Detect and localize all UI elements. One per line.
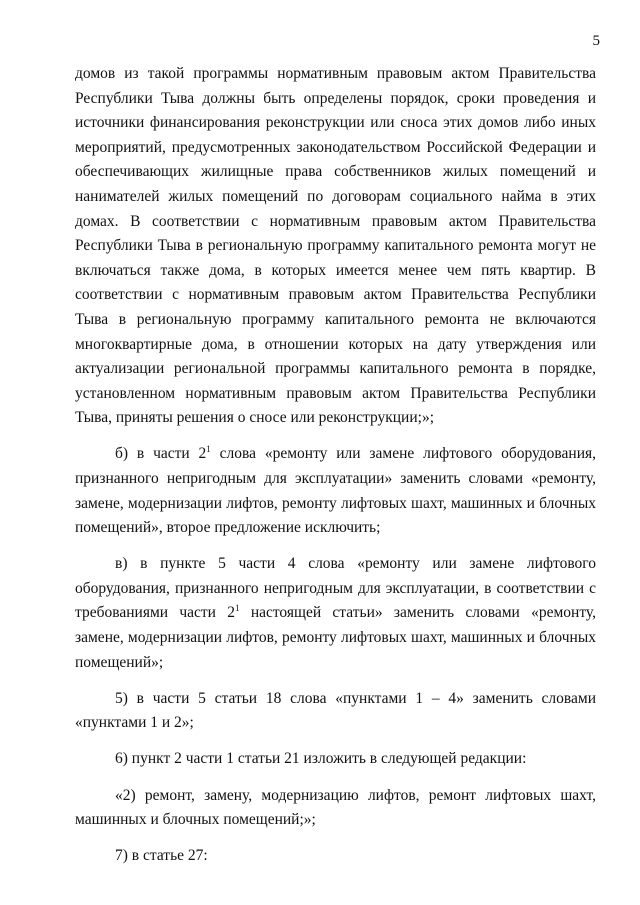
paragraph-text: слова «ремонту или замене лифтового оборудования, признанного непригодным для эксплуатации» заменить словами «ремонту, замене, модернизации лифтов, ремонту лифтовых шахт, машинных и блочных помещений», второе предложение исключить; (75, 445, 596, 537)
paragraph-text: «2) ремонт, замену, модернизацию лифтов, ремонт лифтовых шахт, машинных и блочных помещений;»; (75, 786, 596, 829)
paragraph-text: домов из такой программы нормативным правовым актом Правительства Республики Тыва должны быть определены порядок, сроки проведения и источники финансирования реконструкции или сноса этих домов либо иных мероприятий, предусмотренных законодательством Российской Федерации и обеспечивающих жилищные права собственников жилых помещений и нанимателей жилых помещений по договорам социального найма в этих домах. В соответствии с нормативным правовым актом Правительства Республики Тыва в региональную программу капитального ремонта могут не включаться также дома, в которых имеется менее чем пять квартир. В соответствии с нормативным правовым актом Правительства Республики Тыва в региональную программу капитального ремонта не включаются многоквартирные дома, в отношении которых на дату утверждения или актуализации региональной программы капитального ремонта в порядке, установленном нормативным правовым актом Правительства Республики Тыва, приняты решения о сносе или реконструкции;»; (75, 65, 596, 427)
page-number: 5 (592, 33, 600, 49)
paragraph-amendment-b (75, 442, 596, 540)
paragraph-item-5 (75, 687, 596, 736)
paragraph-continuation (75, 62, 596, 431)
document-body (75, 62, 596, 869)
paragraph-text: в) в пункте 5 части 4 слова «ремонту или замене лифтового оборудования, признанного непригодным для эксплуатации, в соответствии с требованиями части 2 (75, 555, 596, 622)
paragraph-item-6 (75, 747, 596, 772)
superscript-index: 1 (206, 444, 211, 455)
paragraph-item-7 (75, 844, 596, 869)
paragraph-text: б) в части 2 (115, 445, 207, 463)
paragraph-text: настоящей статьи» заменить словами «ремонту, замене, модернизации лифтов, ремонту лифтовых шахт, машинных и блочных помещений»; (75, 604, 596, 671)
paragraph-text: 7) в статье 27: (115, 847, 208, 865)
paragraph-amendment-v (75, 552, 596, 675)
paragraph-text: 5) в части 5 статьи 18 слова «пунктами 1 – 4» заменить словами «пунктами 1 и 2»; (75, 689, 596, 732)
paragraph-text: 6) пункт 2 части 1 статьи 21 изложить в следующей редакции: (115, 750, 527, 768)
paragraph-quoted-item-2 (75, 784, 596, 833)
superscript-index: 1 (235, 603, 240, 614)
